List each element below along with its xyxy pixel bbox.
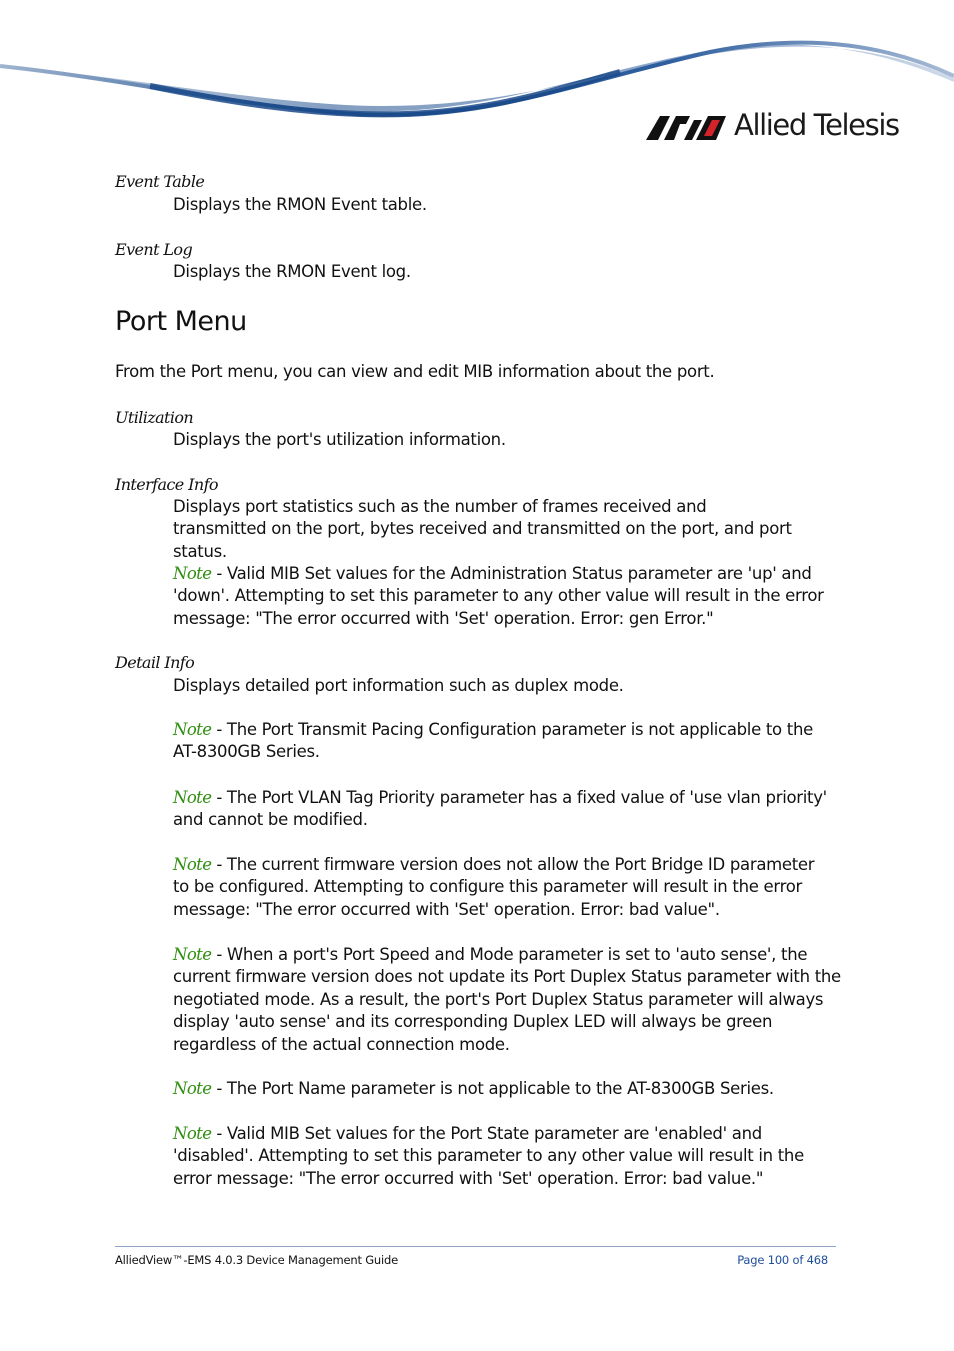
desc-interface-info: Displays port statistics such as the number of frames received and transmitted on the port, bytes received and transmitted on the port, and port status. [173, 497, 792, 561]
note-text: - Valid MIB Set values for the Administration Status parameter are 'up' and 'down'. Attempting to set this parameter to any other value will result in the error message: "The error occurred with 'Set' operation. Error: gen Error." [173, 564, 824, 628]
term-utilization: Utilization [115, 408, 194, 427]
footer-document-title: AlliedView™-EMS 4.0.3 Device Management Guide [115, 1253, 398, 1267]
note-text: - When a port's Port Speed and Mode parameter is set to 'auto sense', the current firmware version does not update its Port Duplex Status parameter with the negotiated mode. As a result, the port's Port Duplex Status parameter will always display 'auto sense' and its corresponding Duplex LED will always be green regardless of the actual connection mode. [173, 945, 841, 1054]
brand-name: Allied Telesis [734, 108, 899, 142]
note-detail-1 [173, 719, 823, 764]
note-text: - Valid MIB Set values for the Port State parameter are 'enabled' and 'disabled'. Attempting to set this parameter to any other value will result in the error message: "The error occurred with 'Set' operation. Error: bad value." [173, 1124, 804, 1188]
term-event-table: Event Table [115, 172, 205, 191]
footer-page-number: Page 100 of 468 [737, 1253, 828, 1267]
desc-utilization: Displays the port's utilization information. [173, 430, 506, 449]
note-text: - The Port Transmit Pacing Configuration parameter is not applicable to the AT-8300GB Series. [173, 720, 813, 762]
note-label: Note [173, 564, 212, 583]
term-event-log: Event Log [115, 240, 193, 259]
note-label: Note [173, 1079, 212, 1098]
desc-event-table: Displays the RMON Event table. [173, 195, 427, 214]
note-label: Note [173, 945, 212, 964]
note-interface-info [173, 563, 833, 630]
note-text: - The current firmware version does not allow the Port Bridge ID parameter to be configured. Attempting to configure this parameter will result in the error message: "The error occurred with 'Set' operation. Error: bad value". [173, 855, 815, 919]
allied-telesis-logo [646, 110, 728, 144]
term-detail-info: Detail Info [115, 653, 195, 672]
note-detail-3 [173, 854, 823, 921]
term-interface-info: Interface Info [115, 475, 218, 494]
note-detail-4 [173, 944, 843, 1056]
page-title: Port Menu [115, 306, 247, 337]
desc-event-log: Displays the RMON Event log. [173, 262, 411, 281]
intro-paragraph: From the Port menu, you can view and edit MIB information about the port. [115, 362, 715, 381]
note-label: Note [173, 1124, 212, 1143]
note-text: - The Port Name parameter is not applicable to the AT-8300GB Series. [211, 1079, 774, 1098]
note-text: - The Port VLAN Tag Priority parameter has a fixed value of 'use vlan priority' and cannot be modified. [173, 788, 827, 830]
desc-detail-info: Displays detailed port information such as duplex mode. [173, 676, 624, 695]
footer-divider [115, 1246, 836, 1247]
note-label: Note [173, 720, 212, 739]
note-label: Note [173, 855, 212, 874]
note-detail-2 [173, 787, 843, 832]
note-label: Note [173, 788, 212, 807]
note-detail-6 [173, 1123, 843, 1190]
note-detail-5 [173, 1078, 843, 1100]
